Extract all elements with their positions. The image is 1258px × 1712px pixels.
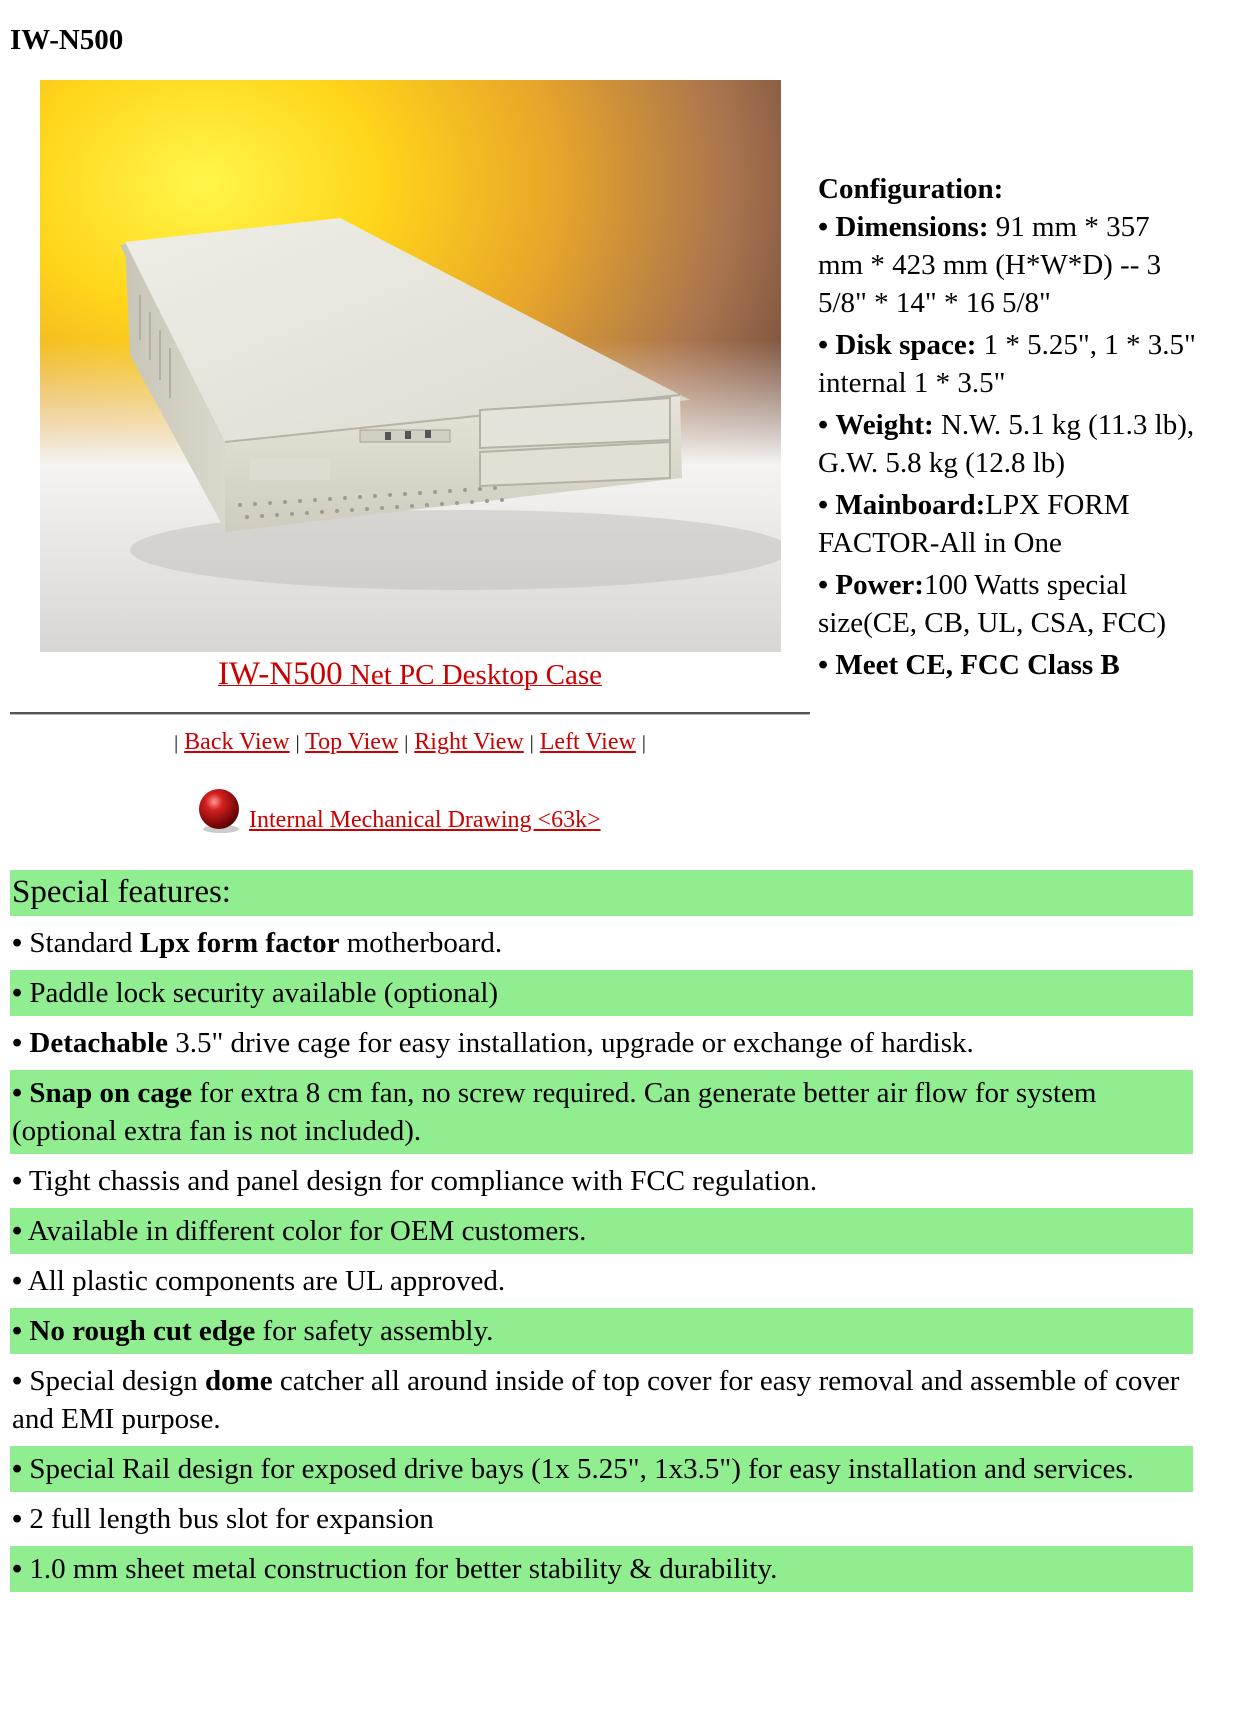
bullet: • <box>818 489 829 521</box>
feature-text: 3.5" drive cage for easy installation, upgrade or exchange of hardisk. <box>167 1027 974 1059</box>
bullet: • <box>12 1165 23 1197</box>
product-photo <box>40 80 781 652</box>
bullet: • <box>818 329 829 361</box>
config-item-power <box>818 566 1198 642</box>
config-item-dimensions <box>818 208 1198 322</box>
feature-item <box>10 1258 1193 1304</box>
bullet: • <box>12 1453 23 1485</box>
feature-text: for safety assembly. <box>255 1315 494 1347</box>
product-caption-link[interactable] <box>10 652 810 702</box>
feature-item <box>10 1546 1193 1592</box>
bullet: • <box>818 569 829 601</box>
feature-bold: dome <box>204 1365 273 1397</box>
bullet: • <box>818 409 829 441</box>
feature-item <box>10 1308 1193 1354</box>
bullet: • <box>12 1215 23 1247</box>
caption-description: Net PC Desktop Case <box>342 659 602 691</box>
feature-text: Special design <box>22 1365 205 1397</box>
config-value: N.W. 5.1 kg (11.3 lb), G.W. 5.8 kg (12.8 lb) <box>818 409 1195 479</box>
feature-bold: Lpx form factor <box>139 927 340 959</box>
config-label: Mainboard: <box>835 489 986 521</box>
top-view-link[interactable]: Top View <box>305 729 399 755</box>
config-value: 91 mm * 357 mm * 423 mm (H*W*D) -- 3 5/8" * 14" * 16 5/8" <box>818 211 1162 319</box>
feature-item <box>10 1070 1193 1154</box>
bullet: • <box>12 1553 23 1585</box>
config-item-mainboard <box>818 486 1198 562</box>
config-value: LPX FORM FACTOR-All in One <box>818 489 1130 559</box>
divider <box>10 712 810 715</box>
special-features-title: Special features: <box>10 870 1193 916</box>
separator: | <box>174 732 179 754</box>
feature-bold: Snap on cage <box>29 1077 193 1109</box>
config-value: 100 Watts special size(CE, CB, UL, CSA, FCC) <box>818 569 1167 639</box>
feature-text: for extra 8 cm fan, no screw required. Can generate better air flow for system (optional extra fan is not included). <box>12 1077 1097 1147</box>
bullet: • <box>12 977 23 1009</box>
feature-item <box>10 1446 1193 1492</box>
feature-text: motherboard. <box>339 927 503 959</box>
config-label: Meet CE, FCC Class B <box>835 649 1120 681</box>
feature-bold: No rough cut edge <box>29 1315 256 1347</box>
separator: | <box>404 732 409 754</box>
bullet: • <box>12 1027 23 1059</box>
mechanical-drawing-link[interactable]: Internal Mechanical Drawing <63k> <box>249 806 601 833</box>
feature-item <box>10 1496 1193 1542</box>
feature-text: 2 full length bus slot for expansion <box>22 1503 434 1535</box>
config-value: 1 * 5.25", 1 * 3.5" internal 1 * 3.5" <box>818 329 1196 399</box>
caption-model: IW-N500 <box>217 656 343 692</box>
feature-item <box>10 1358 1193 1442</box>
feature-text: Special Rail design for exposed drive bays (1x 5.25", 1x3.5") for easy installation and services. <box>22 1453 1134 1485</box>
page-title: IW-N500 <box>10 24 124 56</box>
bullet: • <box>818 211 829 243</box>
bullet: • <box>12 1503 23 1535</box>
feature-bold: Detachable <box>29 1027 168 1059</box>
feature-item <box>10 1208 1193 1254</box>
view-links <box>10 726 810 759</box>
feature-text: Paddle lock security available (optional) <box>22 977 499 1009</box>
bullet: • <box>12 1265 23 1297</box>
config-label: Dimensions: <box>835 211 989 243</box>
right-view-link[interactable]: Right View <box>414 729 524 755</box>
separator: | <box>295 732 300 754</box>
feature-item <box>10 1020 1193 1066</box>
bullet: • <box>818 649 829 681</box>
config-item-certification <box>818 646 1198 684</box>
red-ball-icon <box>195 787 243 835</box>
bullet: • <box>12 927 23 959</box>
feature-text: Tight chassis and panel design for compliance with FCC regulation. <box>22 1165 818 1197</box>
separator: | <box>529 732 534 754</box>
config-label: Weight: <box>835 409 934 441</box>
configuration-panel <box>818 170 1198 688</box>
bullet: • <box>12 1315 23 1347</box>
back-view-link[interactable]: Back View <box>184 729 290 755</box>
mechanical-drawing-row <box>195 786 601 836</box>
config-label: Disk space: <box>835 329 977 361</box>
bullet: • <box>12 1365 23 1397</box>
feature-text: Standard <box>22 927 140 959</box>
configuration-heading: Configuration: <box>818 173 1004 205</box>
separator: | <box>641 732 646 754</box>
left-view-link[interactable]: Left View <box>539 729 636 755</box>
feature-text: 1.0 mm sheet metal construction for better stability & durability. <box>22 1553 778 1585</box>
feature-item <box>10 920 1193 966</box>
feature-text: All plastic components are UL approved. <box>22 1265 506 1297</box>
bullet: • <box>12 1077 23 1109</box>
config-item-disk-space <box>818 326 1198 402</box>
special-features <box>10 870 1193 1596</box>
feature-text: catcher all around inside of top cover for easy removal and assemble of cover and EMI purpose. <box>12 1365 1180 1435</box>
feature-item <box>10 970 1193 1016</box>
config-item-weight <box>818 406 1198 482</box>
feature-text: Available in different color for OEM customers. <box>22 1215 587 1247</box>
config-label: Power: <box>835 569 924 601</box>
feature-item <box>10 1158 1193 1204</box>
